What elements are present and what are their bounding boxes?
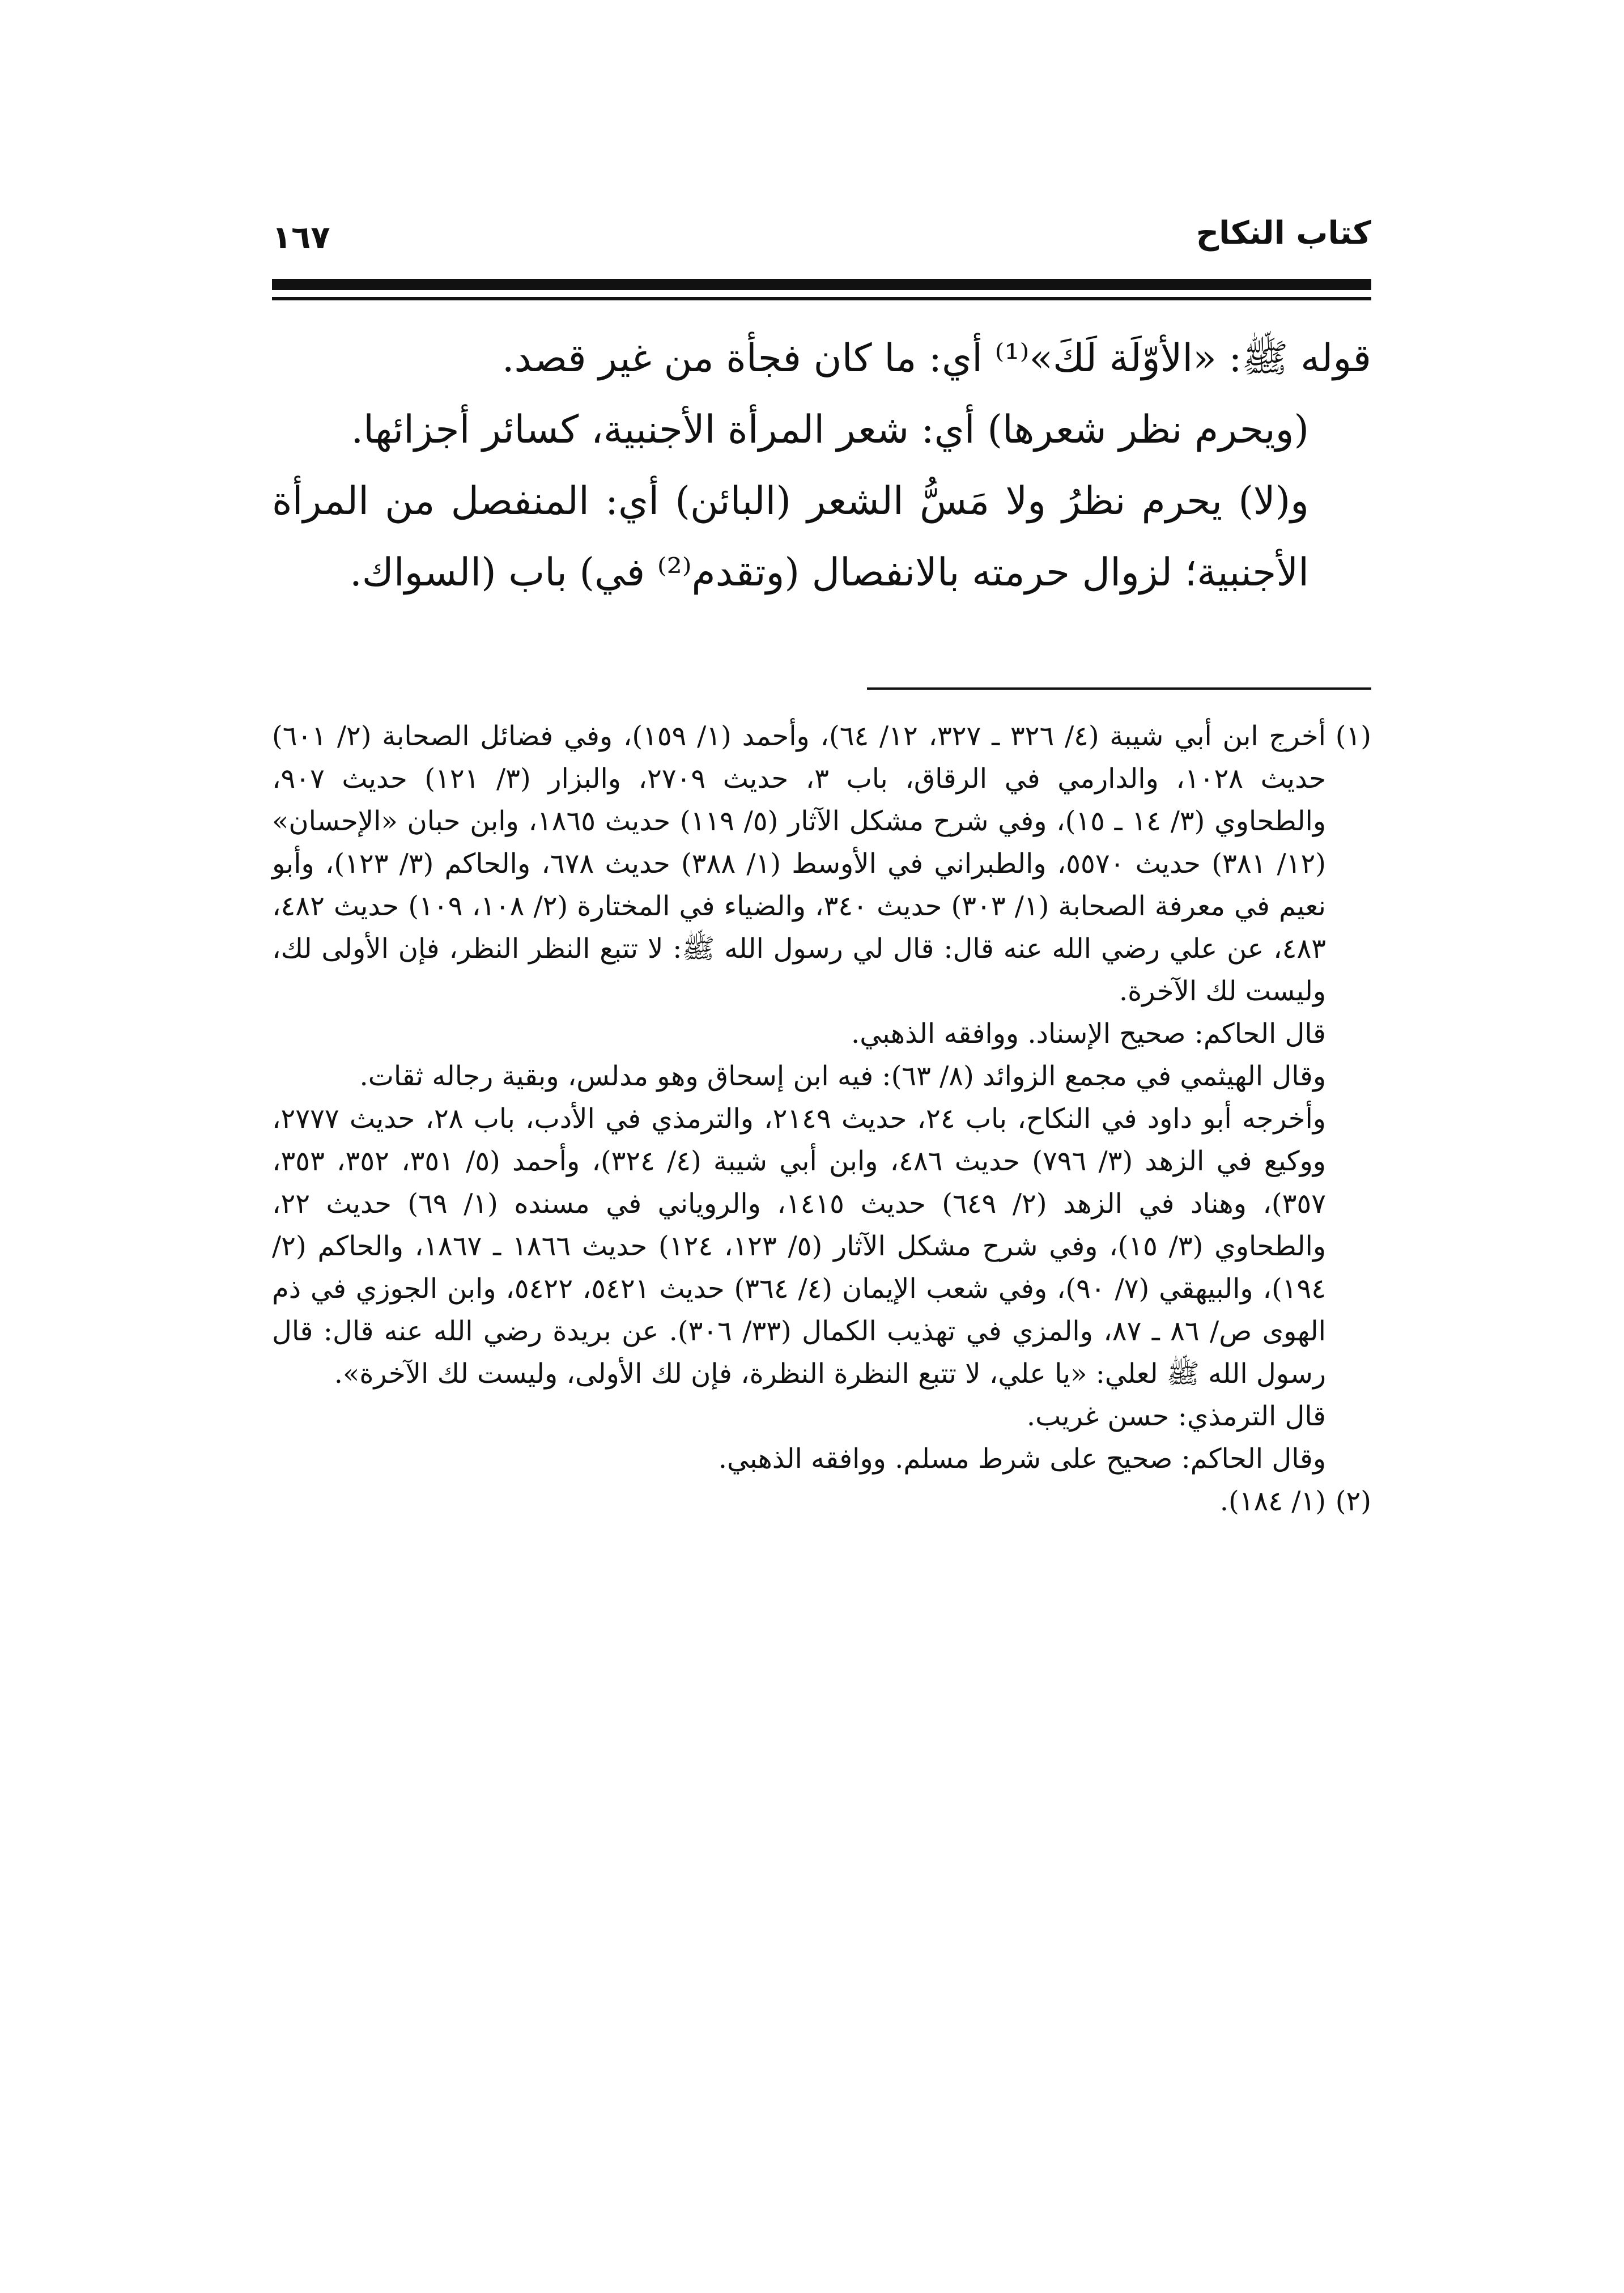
main-line-2: (ويحرم نظر شعرها) أي: شعر المرأة الأجنبية، كسائر أجزائها. xyxy=(351,407,1309,452)
footnote-1-tirmidhi-note: قال الترمذي: حسن غريب. xyxy=(1026,1400,1326,1432)
footnote-2-text: (١/ ١٨٤). xyxy=(1219,1485,1326,1517)
footnote-1-haythami-note: وقال الهيثمي في مجمع الزوائد (٨/ ٦٣): فيه ابن إسحاق وهو مدلس، وبقية رجاله ثقات. xyxy=(359,1060,1326,1092)
page-header xyxy=(272,211,1371,256)
main-text xyxy=(272,323,1371,609)
footnote-1-hakim-note-2: وقال الحاكم: صحيح على شرط مسلم. ووافقه الذهبي. xyxy=(718,1443,1326,1475)
main-line-1: قوله ﷺ: «الأوّلَة لَكَ»⁽¹⁾ أي: ما كان فجأة من غير قصد. xyxy=(501,336,1371,381)
main-line-3: و(لا) يحرم نظرُ ولا مَسُّ الشعر (البائن) أي: المنفصل من المرأة الأجنبية؛ لزوال حرمته بالانفصال (وتقدم⁽²⁾ في) باب (السواك. xyxy=(272,479,1309,595)
header-rule-thin xyxy=(272,297,1371,300)
footnote-separator xyxy=(867,687,1371,690)
footnotes xyxy=(272,715,1371,1523)
footnote-2-marker: (٢) xyxy=(1335,1485,1371,1517)
footnote-1-para-2: وأخرجه أبو داود في النكاح، باب ٢٤، حديث ٢١٤٩، والترمذي في الأدب، باب ٢٨، حديث ٢٧٧٧، ووكيع في الزهد (٣/ ٧٩٦) حديث ٤٨٦، وابن أبي شيبة (٤/ ٣٢٤)، وأحمد (٥/ ٣٥١، ٣٥٢، ٣٥٣، ٣٥٧)، وهناد في الزهد (٢/ ٦٤٩) حديث ١٤١٥، والروياني في مسنده (١/ ٦٩) حديث ٢٢، والطحاوي (٣/ ١٥)، وفي شرح مشكل الآثار (٥/ ١٢٣، ١٢٤) حديث ١٨٦٦ ـ ١٨٦٧، والحاكم (٢/ ١٩٤)، والبيهقي (٧/ ٩٠)، وفي شعب الإيمان (٤/ ٣٦٤) حديث ٥٤٢١، ٥٤٢٢، وابن الجوزي في ذم الهوى ص/ ٨٦ ـ ٨٧، والمزي في تهذيب الكمال (٣٣/ ٣٠٦). عن بريدة رضي الله عنه قال: قال رسول الله ﷺ لعلي: «يا علي، لا تتبع النظرة النظرة، فإن لك الأولى، وليست لك الآخرة». xyxy=(272,1103,1327,1390)
footnote-1-hakim-note: قال الحاكم: صحيح الإسناد. ووافقه الذهبي. xyxy=(851,1018,1326,1050)
footnote-1-para-1: أخرج ابن أبي شيبة (٤/ ٣٢٦ ـ ٣٢٧، ١٢/ ٦٤)، وأحمد (١/ ١٥٩)، وفي فضائل الصحابة (٢/ ٦٠١) حديث ١٠٢٨، والدارمي في الرقاق، باب ٣، حديث ٢٧٠٩، والبزار (٣/ ١٢١) حديث ٩٠٧، والطحاوي (٣/ ١٤ ـ ١٥)، وفي شرح مشكل الآثار (٥/ ١١٩) حديث ١٨٦٥، وابن حبان «الإحسان» (١٢/ ٣٨١) حديث ٥٥٧٠، والطبراني في الأوسط (١/ ٣٨٨) حديث ٦٧٨، والحاكم (٣/ ١٢٣)، وأبو نعيم في معرفة الصحابة (١/ ٣٠٣) حديث ٣٤٠، والضياء في المختارة (٢/ ١٠٨، ١٠٩) حديث ٤٨٢، ٤٨٣، عن علي رضي الله عنه قال: قال لي رسول الله ﷺ: لا تتبع النظر النظر، فإن الأولى لك، وليست لك الآخرة. xyxy=(272,720,1327,1007)
header-rule-thick xyxy=(272,279,1371,290)
footnote-1 xyxy=(272,715,1371,1480)
book-title: كتاب النكاح xyxy=(1196,215,1371,252)
footnote-2 xyxy=(272,1480,1371,1523)
footnote-1-marker: (١) xyxy=(1335,720,1371,752)
page-number: ١٦٧ xyxy=(272,219,330,256)
